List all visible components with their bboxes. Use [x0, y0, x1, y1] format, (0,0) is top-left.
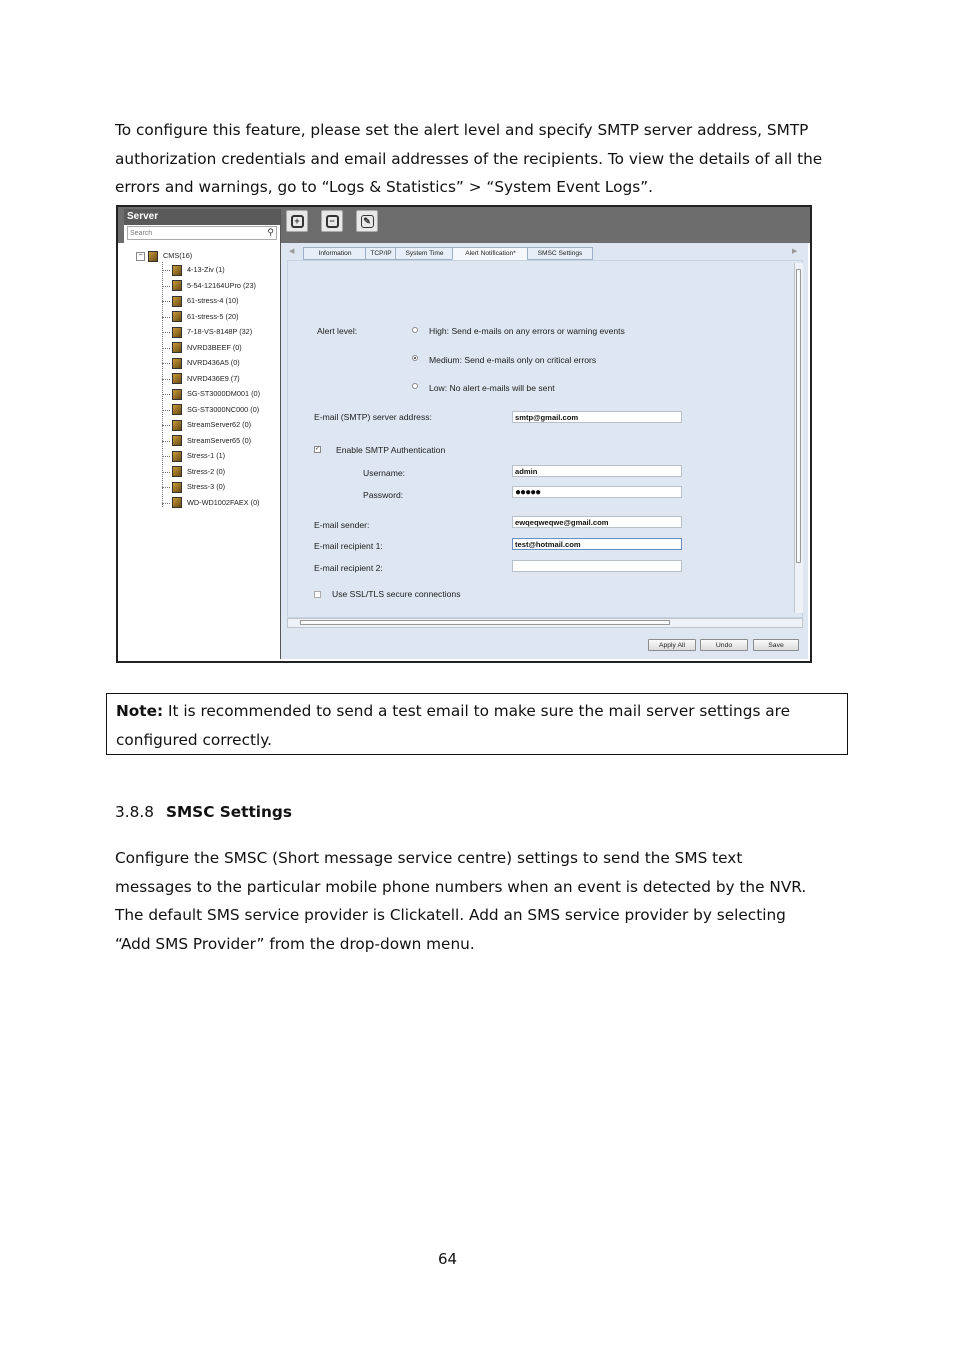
body-line: “Add SMS Provider” from the drop-down menu. — [115, 934, 475, 953]
body-line: The default SMS service provider is Clickatell. Add an SMS service provider by selecting — [115, 906, 786, 924]
collapse-icon[interactable]: − — [136, 252, 145, 261]
tree-item-label: 7-18-VS-8148P (32) — [187, 327, 253, 336]
server-panel — [124, 209, 281, 659]
recipient1-field[interactable]: test@hotmail.com — [512, 538, 682, 550]
note-box — [106, 693, 848, 755]
tree-item-label: Stress-1 (1) — [187, 451, 226, 460]
alert-medium-radio[interactable] — [412, 355, 418, 361]
enable-auth-checkbox[interactable]: ✓ — [315, 446, 321, 452]
tree-item[interactable] — [172, 496, 260, 510]
alert-low-label: Low: No alert e-mails will be sent — [429, 383, 555, 393]
server-icon — [172, 327, 182, 338]
edit-icon[interactable]: ✎ — [356, 210, 378, 232]
tree-item-label: SG-ST3000NC000 (0) — [187, 404, 260, 414]
tree-item[interactable] — [172, 465, 225, 479]
sender-label: E-mail sender: — [314, 520, 370, 530]
remove-icon[interactable]: − — [321, 210, 343, 232]
tab-smsc-settings[interactable]: SMSC Settings — [527, 247, 593, 260]
note-text: It is recommended to send a test email to make sure the mail server settings are — [163, 702, 791, 720]
tree-item[interactable] — [172, 341, 242, 355]
server-panel-title: Server — [124, 209, 280, 225]
tree-item[interactable] — [172, 449, 225, 463]
tab-system-time[interactable]: System Time — [395, 247, 454, 260]
tree-item-label: 61-stress-5 (20) — [187, 311, 239, 321]
tree-item-label: NVRD436E9 (7) — [187, 373, 240, 383]
recipient1-label: E-mail recipient 1: — [314, 541, 383, 551]
add-icon[interactable]: + — [286, 210, 308, 232]
server-icon — [172, 466, 182, 477]
alert-notification-form — [287, 260, 803, 618]
server-icon — [172, 358, 182, 369]
server-icon — [172, 373, 182, 384]
server-icon — [172, 404, 182, 415]
tree-item-label: StreamServer62 (0) — [187, 420, 252, 429]
tree-item[interactable] — [172, 434, 251, 448]
intro-line: To configure this feature, please set the alert level and specify SMTP server address, SMTP — [115, 121, 809, 139]
alert-notification-screenshot — [116, 205, 812, 663]
password-field[interactable]: ●●●●● — [512, 486, 682, 498]
scroll-thumb[interactable] — [300, 620, 670, 625]
tab-scroll-right-icon[interactable]: ▶ — [792, 248, 798, 255]
tree-root[interactable] — [136, 249, 192, 263]
recipient2-field[interactable] — [512, 560, 682, 572]
server-icon — [172, 280, 182, 291]
tree-item[interactable] — [172, 325, 252, 339]
tab-scroll-left-icon[interactable]: ◀ — [289, 248, 295, 255]
tree-item-label: 61-stress-4 (10) — [187, 296, 239, 305]
tree-item[interactable] — [172, 356, 240, 370]
body-paragraph — [115, 844, 850, 958]
tree-item[interactable] — [172, 418, 251, 432]
alert-high-radio[interactable] — [412, 327, 418, 333]
tree-item-label: NVRD436A5 (0) — [187, 358, 240, 367]
section-title: SMSC Settings — [165, 803, 292, 821]
smtp-server-label: E-mail (SMTP) server address: — [314, 412, 432, 422]
server-icon — [172, 435, 182, 446]
tree-item[interactable] — [172, 310, 239, 324]
body-line: Configure the SMSC (Short message service centre) settings to send the SMS text — [115, 849, 743, 867]
recipient2-label: E-mail recipient 2: — [314, 563, 383, 573]
search-field[interactable] — [127, 226, 277, 240]
tree-item[interactable] — [172, 372, 240, 386]
vertical-scrollbar[interactable] — [794, 263, 803, 613]
password-label: Password: — [363, 490, 404, 500]
tree-item[interactable] — [172, 403, 259, 417]
server-group-icon — [148, 251, 158, 262]
apply-all-button[interactable]: Apply All — [648, 639, 696, 651]
server-icon — [172, 311, 182, 322]
alert-medium-label: Medium: Send e-mails only on critical errors — [429, 355, 597, 365]
ssl-label: Use SSL/TLS secure connections — [332, 589, 461, 599]
settings-panel — [281, 243, 808, 659]
search-icon[interactable]: ⚲ — [267, 227, 274, 237]
server-icon — [172, 342, 182, 353]
tree-item[interactable] — [172, 263, 225, 277]
tab-tcpip[interactable]: TCP/IP — [365, 247, 397, 260]
enable-auth-label: Enable SMTP Authentication — [336, 445, 446, 455]
tree-item[interactable] — [172, 294, 239, 308]
tree-root-label: CMS(16) — [163, 251, 193, 260]
username-field[interactable]: admin — [512, 465, 682, 477]
tree-item[interactable] — [172, 480, 225, 494]
note-label: Note: — [116, 702, 164, 720]
sender-field[interactable]: ewqeqweqwe@gmail.com — [512, 516, 682, 528]
scroll-thumb[interactable] — [796, 269, 801, 563]
alert-high-label: High: Send e-mails on any errors or warning events — [429, 326, 625, 336]
section-number: 3.8.8 — [115, 803, 154, 821]
tree-item-label: 4-13-Ziv (1) — [187, 265, 225, 274]
search-input[interactable] — [128, 228, 262, 240]
intro-line: errors and warnings, go to “Logs & Statistics” > “System Event Logs”. — [115, 178, 653, 196]
tree-item[interactable] — [172, 279, 256, 293]
tab-alert-notification[interactable]: Alert Notification* — [452, 247, 529, 260]
server-icon — [172, 482, 182, 493]
tab-information[interactable]: Information — [303, 247, 367, 260]
note-text: configured correctly. — [116, 731, 272, 749]
page-number: 64 — [438, 1250, 458, 1268]
smtp-server-field[interactable]: smtp@gmail.com — [512, 411, 682, 423]
tree-item-label: Stress-3 (0) — [187, 482, 226, 491]
alert-low-radio[interactable] — [412, 383, 418, 389]
alert-level-label: Alert level: — [317, 326, 358, 336]
section-heading — [115, 803, 292, 821]
tree-item-label: NVRD3BEEF (0) — [187, 342, 242, 352]
server-icon — [172, 420, 182, 431]
save-button[interactable]: Save — [753, 639, 799, 651]
intro-paragraph — [115, 116, 850, 202]
tree-item-label: SG-ST3000DM001 (0) — [187, 389, 260, 398]
server-icon — [172, 389, 182, 400]
horizontal-scrollbar[interactable] — [287, 618, 803, 628]
tab-bar — [287, 247, 801, 259]
undo-button[interactable]: Undo — [700, 639, 748, 651]
server-icon — [172, 296, 182, 307]
tree-item-label: 5-54-12164UPro (23) — [187, 280, 256, 290]
body-line: messages to the particular mobile phone numbers when an event is detected by the NVR. — [115, 877, 807, 896]
server-icon — [172, 451, 182, 462]
intro-line: authorization credentials and email addresses of the recipients. To view the details of all the — [115, 149, 823, 168]
ssl-checkbox[interactable] — [314, 591, 321, 598]
tree-item-label: Stress-2 (0) — [187, 466, 226, 476]
username-label: Username: — [363, 468, 406, 478]
server-icon — [172, 265, 182, 276]
tree-item[interactable] — [172, 387, 260, 401]
server-icon — [172, 497, 182, 508]
tree-item-label: WD-WD1002FAEX (0) — [187, 497, 260, 507]
tree-item-label: StreamServer65 (0) — [187, 435, 252, 445]
